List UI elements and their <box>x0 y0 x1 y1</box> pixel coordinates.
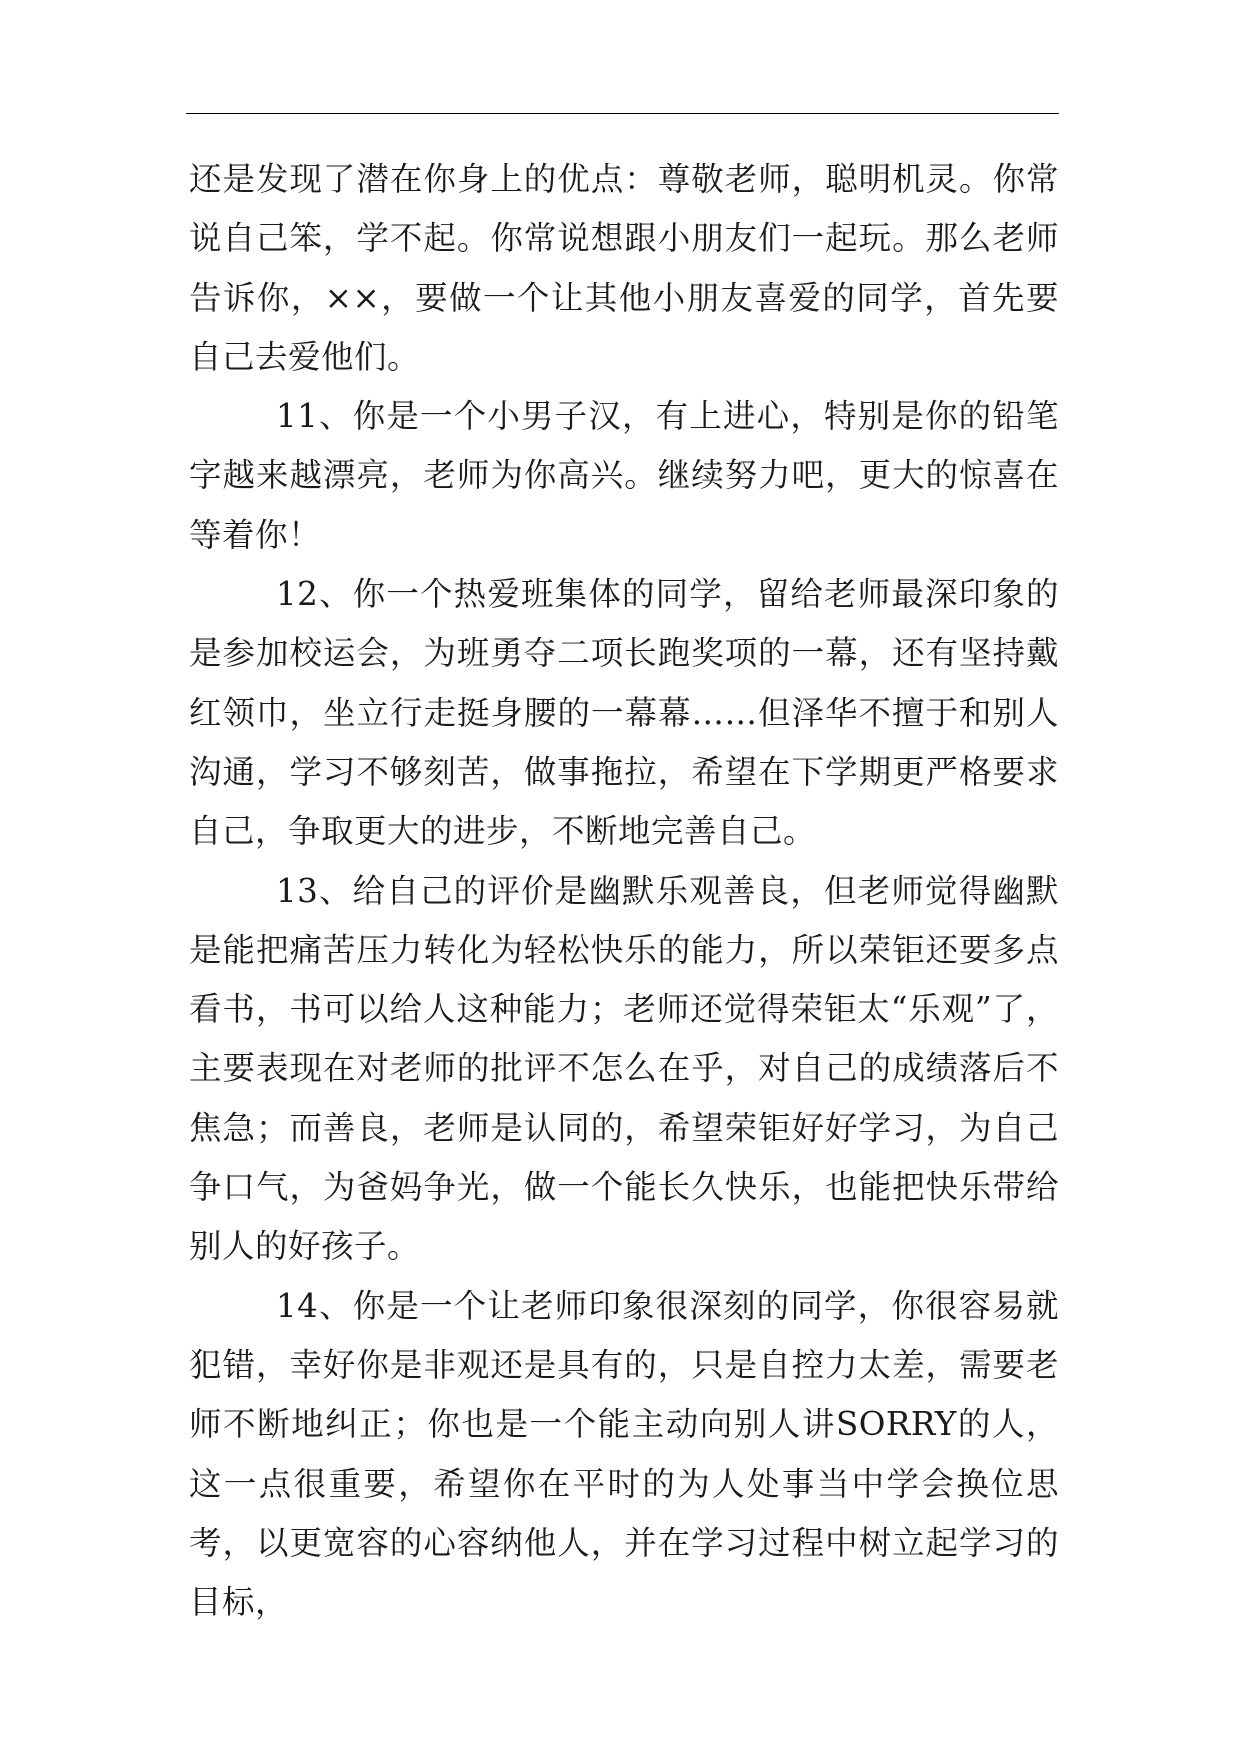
paragraph-continuation: 还是发现了潜在你身上的优点：尊敬老师，聪明机灵。你常说自己笨，学不起。你常说想跟小朋友们一起玩。那么老师告诉你，××，要做一个让其他小朋友喜爱的同学，首先要自己去爱他们。 <box>189 160 1059 376</box>
paragraph-comment-13: 13、给自己的评价是幽默乐观善良，但老师觉得幽默是能把痛苦压力转化为轻松快乐的能力，所以荣钜还要多点看书，书可以给人这种能力；老师还觉得荣钜太“乐观”了，主要表现在对老师的批评不怎么在乎，对自己的成绩落后不焦急；而善良，老师是认同的，希望荣钜好好学习，为自己争口气，为爸妈争光，做一个能长久快乐，也能把快乐带给别人的好孩子。 <box>189 871 1059 1266</box>
page-body <box>189 150 1059 1632</box>
header-rule <box>186 113 1059 114</box>
paragraph-comment-12: 12、你一个热爱班集体的同学，留给老师最深印象的是参加校运会，为班勇夺二项长跑奖项的一幕，还有坚持戴红领巾，坐立行走挺身腰的一幕幕……但泽华不擅于和别人沟通，学习不够刻苦，做事拖拉，希望在下学期更严格要求自己，争取更大的进步，不断地完善自己。 <box>189 575 1059 851</box>
paragraph-comment-11: 11、你是一个小男子汉，有上进心，特别是你的铅笔字越来越漂亮，老师为你高兴。继续努力吧，更大的惊喜在等着你！ <box>189 397 1059 554</box>
paragraph-comment-14: 14、你是一个让老师印象很深刻的同学，你很容易就犯错，幸好你是非观还是具有的，只是自控力太差，需要老师不断地纠正；你也是一个能主动向别人讲SORRY的人，这一点很重要，希望你在平时的为人处事当中学会换位思考，以更宽容的心容纳他人，并在学习过程中树立起学习的目标， <box>189 1286 1059 1622</box>
